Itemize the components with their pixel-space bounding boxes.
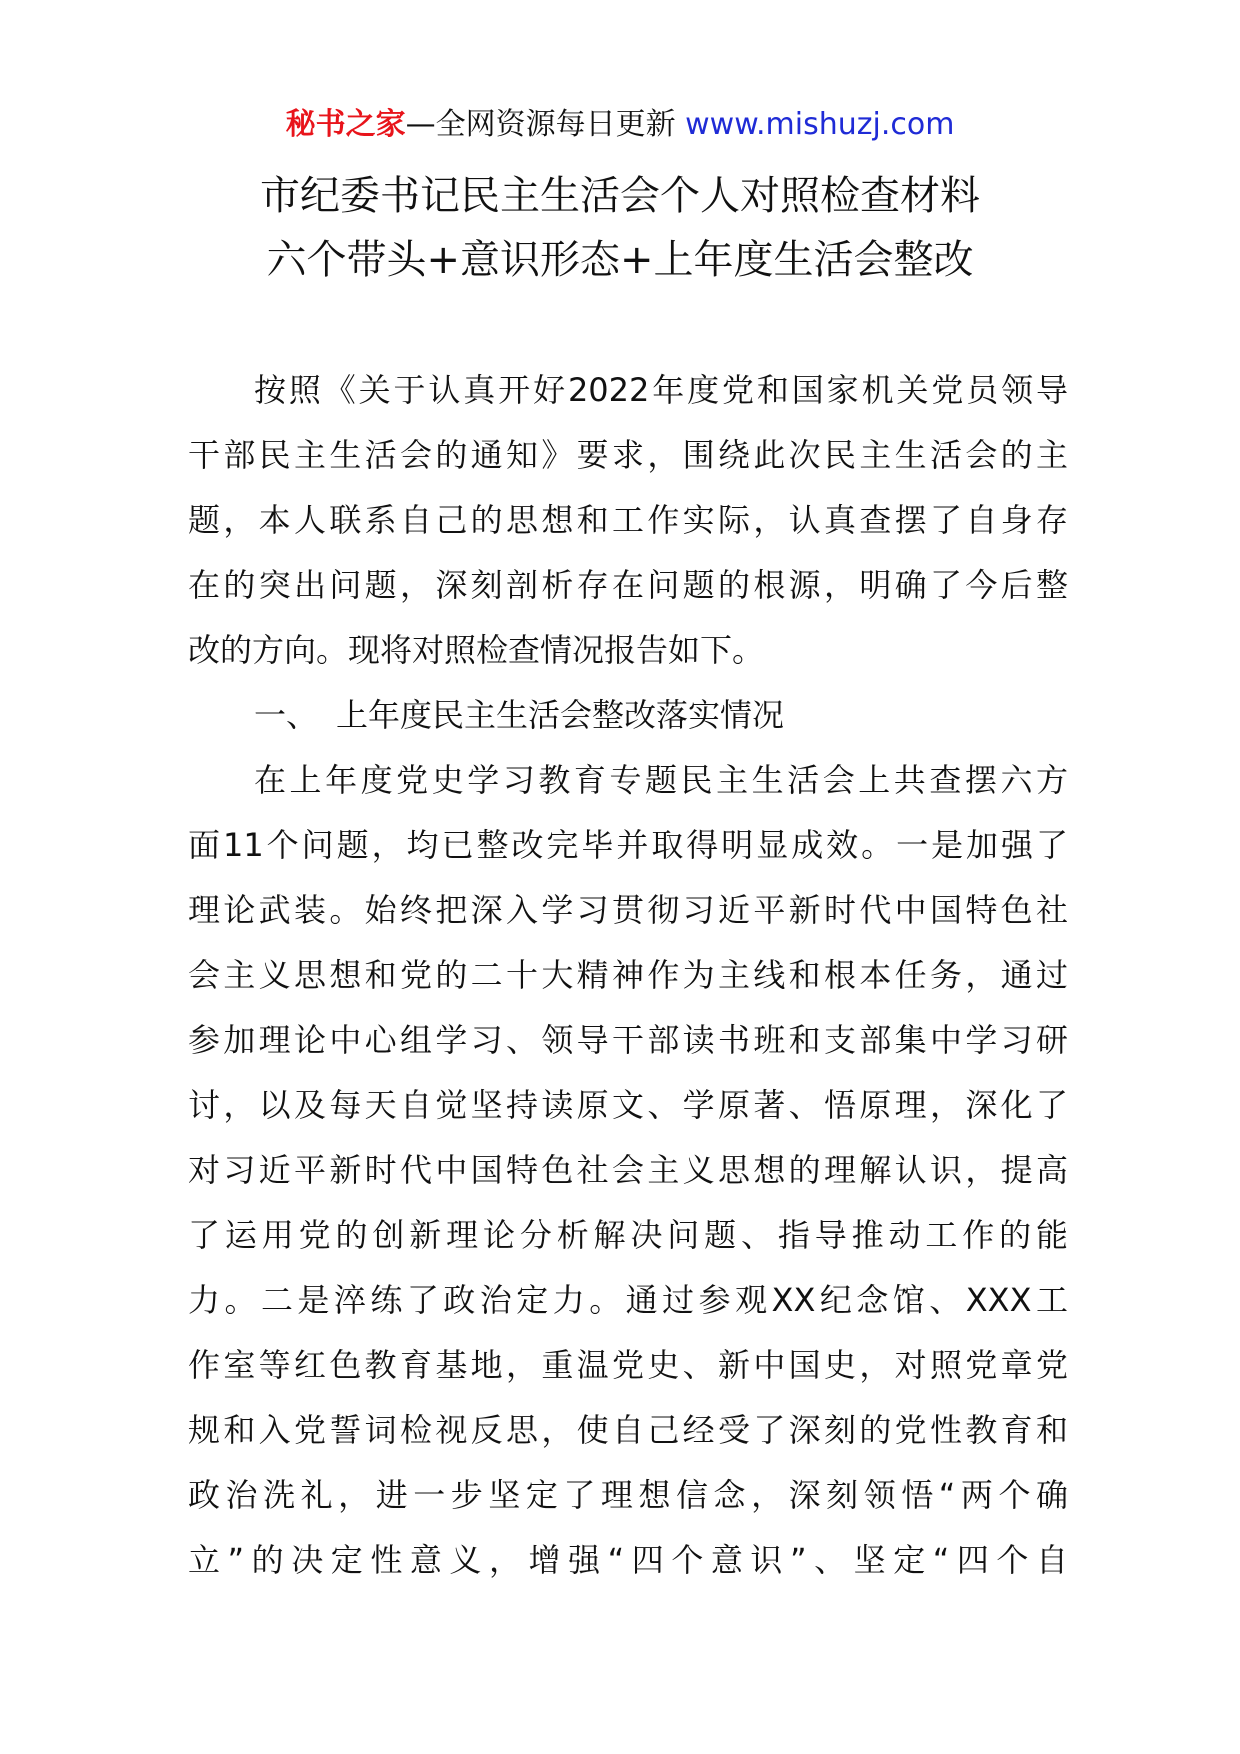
section-number: 一、: [254, 696, 319, 734]
document-title-line-1: 市纪委书记民主生活会个人对照检查材料: [260, 173, 980, 219]
brand-name: 秘书之家: [285, 107, 406, 142]
paragraph-line: 面11个问题，均已整改完毕并取得明显成效。一是加强了: [188, 826, 1068, 864]
document-body: [188, 358, 1068, 1593]
paragraph-line: 对习近平新时代中国特色社会主义思想的理解认识，提高: [188, 1151, 1068, 1189]
paragraph-line: 作室等红色教育基地，重温党史、新中国史，对照党章党: [188, 1346, 1068, 1384]
paragraph-line: 干部民主生活会的通知》要求，围绕此次民主生活会的主: [188, 436, 1068, 474]
paragraph-line: 讨，以及每天自觉坚持读原文、学原著、悟原理，深化了: [188, 1086, 1068, 1124]
paragraph-line: 理论武装。始终把深入学习贯彻习近平新时代中国特色社: [188, 891, 1068, 929]
paragraph-intro: [188, 358, 1068, 683]
paragraph-line: 参加理论中心组学习、领导干部读书班和支部集中学习研: [188, 1021, 1068, 1059]
document-title-line-2: 六个带头+意识形态+上年度生活会整改: [266, 237, 974, 283]
paragraph-line: 力。二是淬练了政治定力。通过参观XX纪念馆、XXX工: [188, 1281, 1068, 1319]
section-title: 上年度民主生活会整改落实情况: [336, 696, 785, 734]
paragraph-line: 按照《关于认真开好2022年度党和国家机关党员领导: [254, 371, 1068, 409]
paragraph-line: 规和入党誓词检视反思，使自己经受了深刻的党性教育和: [188, 1411, 1068, 1449]
paragraph-line: 在上年度党史学习教育专题民主生活会上共查摆六方: [254, 761, 1068, 799]
section-heading: [188, 683, 1068, 748]
paragraph-line: 在的突出问题，深刻剖析存在问题的根源，明确了今后整: [188, 566, 1068, 604]
paragraph-line: 了运用党的创新理论分析解决问题、指导推动工作的能: [188, 1216, 1068, 1254]
header-tagline: —全网资源每日更新: [405, 107, 686, 142]
paragraph-line: 会主义思想和党的二十大精神作为主线和根本任务，通过: [188, 956, 1068, 994]
paragraph-line: 政治洗礼，进一步坚定了理想信念，深刻领悟“两个确: [188, 1476, 1068, 1514]
paragraph-line: 改的方向。现将对照检查情况报告如下。: [188, 631, 765, 669]
paragraph-rectification: [188, 748, 1068, 1593]
site-url-link[interactable]: www.mishuzj.com: [685, 107, 955, 142]
paragraph-line: 立”的决定性意义，增强“四个意识”、坚定“四个自: [188, 1541, 1068, 1579]
paragraph-line: 题，本人联系自己的思想和工作实际，认真查摆了自身存: [188, 501, 1068, 539]
site-header: [0, 100, 1240, 150]
